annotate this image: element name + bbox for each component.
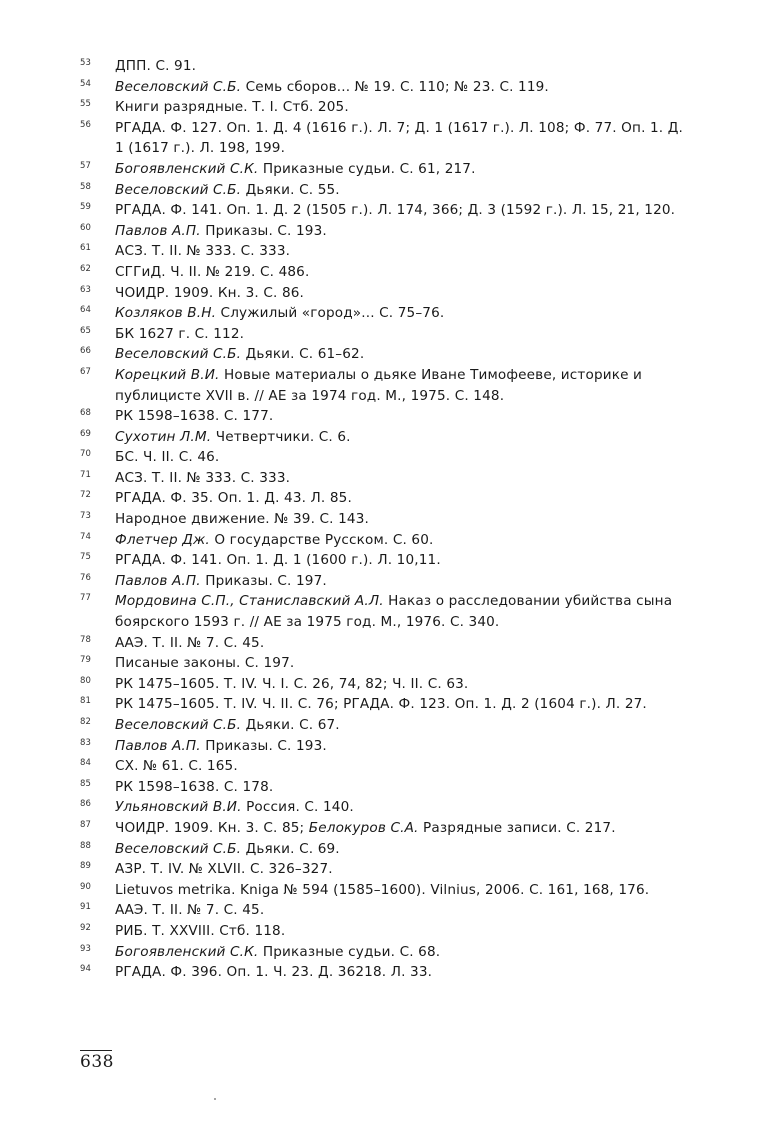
footnote-citation: Россия. С. 140.	[246, 799, 354, 816]
footnote-author: Веселовский С.Б.	[115, 78, 242, 95]
footnote-text	[115, 303, 692, 324]
footnote-text	[115, 921, 692, 942]
footnote-citation: Приказы. С. 193.	[205, 222, 327, 239]
footnote-item	[80, 180, 692, 201]
footnote-citation: Дьяки. С. 67.	[245, 717, 340, 733]
footnote-item	[80, 777, 692, 798]
footnote-citation: РГАДА. Ф. 396. Оп. 1. Ч. 23. Д. 36218. Л. 33.	[115, 964, 433, 981]
footnote-text	[115, 241, 692, 262]
footnote-text	[115, 118, 692, 159]
footnote-number: 81	[80, 696, 92, 707]
footnote-citation: Новые материалы о дьяке Иване Тимофееве, историке и публицисте XVII в. // АЕ за 1974 год. М., 1975. С. 148.	[115, 366, 643, 404]
footnote-item	[80, 221, 692, 242]
footnote-item	[80, 653, 692, 674]
footnote-item	[80, 509, 692, 530]
footnote-number: 57	[80, 160, 92, 171]
footnote-author: Корецкий В.И.	[115, 366, 220, 383]
footnote-item	[80, 262, 692, 283]
footnote-item	[80, 77, 692, 98]
footnote-text	[115, 324, 692, 345]
footnote-citation: БС. Ч. II. С. 46.	[115, 449, 220, 466]
footnote-item	[80, 571, 692, 592]
footnote-number: 86	[80, 799, 92, 810]
footnote-text	[115, 344, 692, 365]
footnote-text	[115, 283, 692, 304]
footnote-number: 59	[80, 202, 92, 213]
footnote-citation: ЧОИДР. 1909. Кн. 3. С. 86.	[115, 284, 305, 301]
footnote-item	[80, 324, 692, 345]
footnote-author: Козляков В.Н.	[115, 305, 217, 322]
footnote-citation: РГАДА. Ф. 35. Оп. 1. Д. 43. Л. 85.	[115, 490, 352, 507]
footnote-text	[115, 77, 692, 98]
footnote-text	[115, 221, 692, 242]
footnote-citation: Народное движение. № 39. С. 143.	[115, 511, 369, 528]
footnote-citation: Приказные судьи. С. 61, 217.	[262, 160, 476, 177]
footnote-number: 93	[80, 943, 92, 954]
footnote-citation: Писаные законы. С. 197.	[115, 655, 295, 672]
footnote-text	[115, 818, 692, 839]
footnote-number: 90	[80, 881, 92, 892]
page-number-rule	[80, 1050, 112, 1051]
footnote-number: 91	[80, 902, 92, 913]
footnote-item	[80, 591, 692, 632]
footnote-number: 84	[80, 758, 92, 769]
footnote-citation: РГАДА. Ф. 127. Оп. 1. Д. 4 (1616 г.). Л. 7; Д. 1 (1617 г.). Л. 108; Ф. 77. Оп. 1. Д. 1 (1617 г.). Л. 198, 199.	[115, 119, 683, 157]
footnote-citation: Семь сборов... № 19. С. 110; № 23. С. 119.	[245, 78, 549, 95]
page-number: 638	[80, 1052, 114, 1072]
footnote-item	[80, 756, 692, 777]
footnote-text	[115, 571, 692, 592]
footnote-item	[80, 488, 692, 509]
footnote-item	[80, 56, 692, 77]
footnote-citation: Приказы. С. 193.	[205, 737, 327, 754]
footnote-author: Мордовина С.П., Станиславский А.Л.	[115, 593, 384, 610]
footnote-text	[115, 365, 692, 406]
footnote-item	[80, 427, 692, 448]
footnote-number: 92	[80, 922, 92, 933]
footnote-citation: СГГиД. Ч. II. № 219. С. 486.	[115, 263, 310, 280]
footnote-text	[115, 180, 692, 201]
footnote-item	[80, 200, 692, 221]
footnote-item	[80, 118, 692, 159]
footnote-citation: АЗР. Т. IV. № XLVII. С. 326–327.	[115, 861, 333, 878]
footnote-number: 53	[80, 58, 92, 68]
footnote-number: 60	[80, 222, 92, 233]
footnote-text	[115, 900, 692, 921]
footnote-number: 77	[80, 593, 92, 604]
footnote-text	[115, 797, 692, 818]
footnote-citation: Служилый «город»... С. 75–76.	[220, 305, 445, 322]
footnote-item	[80, 365, 692, 406]
footnote-number: 65	[80, 325, 92, 336]
footnote-citation: РГАДА. Ф. 141. Оп. 1. Д. 2 (1505 г.). Л. 174, 366; Д. 3 (1592 г.). Л. 15, 21, 120.	[115, 202, 676, 219]
footnote-author: Богоявленский С.К.	[115, 943, 259, 960]
footnote-citation: РГАДА. Ф. 141. Оп. 1. Д. 1 (1600 г.). Л. 10,11.	[115, 552, 441, 569]
footnote-citation: Дьяки. С. 61–62.	[245, 346, 365, 363]
footnote-item	[80, 97, 692, 118]
footnote-author: Веселовский С.Б.	[115, 717, 242, 733]
footnote-item	[80, 818, 692, 839]
footnote-item	[80, 797, 692, 818]
footnote-citation: ААЭ. Т. II. № 7. С. 45.	[115, 902, 265, 919]
footnote-number: 82	[80, 717, 92, 727]
footnote-citation: ЧОИДР. 1909. Кн. 3. С. 85;	[115, 819, 305, 836]
footnote-citation: АСЗ. Т. II. № 333. С. 333.	[115, 469, 291, 486]
footnote-item	[80, 159, 692, 180]
footnote-item	[80, 942, 692, 963]
footnote-citation: БК 1627 г. С. 112.	[115, 325, 245, 342]
footnote-text	[115, 736, 692, 757]
footnote-number: 72	[80, 490, 92, 501]
footnote-citation: Приказы. С. 197.	[205, 572, 327, 589]
footnote-number: 87	[80, 819, 92, 830]
footnote-author: Веселовский С.Б.	[115, 840, 242, 857]
footnote-item	[80, 674, 692, 695]
footnote-item	[80, 406, 692, 427]
footnote-number: 61	[80, 243, 92, 254]
footnote-citation: РК 1598–1638. С. 177.	[115, 408, 274, 425]
footnote-item	[80, 530, 692, 551]
footnote-item	[80, 550, 692, 571]
footnote-item	[80, 736, 692, 757]
footnote-author: Павлов А.П.	[115, 572, 201, 589]
footnote-number: 64	[80, 305, 92, 316]
footnote-text	[115, 777, 692, 798]
footnote-number: 89	[80, 861, 92, 872]
footnote-number: 54	[80, 78, 92, 89]
footnote-item	[80, 468, 692, 489]
footnote-text	[115, 427, 692, 448]
footnote-number: 76	[80, 572, 92, 583]
footnote-author: Богоявленский С.К.	[115, 160, 259, 177]
footnote-item	[80, 715, 692, 736]
footnote-text	[115, 859, 692, 880]
footnote-citation: РК 1475–1605. Т. IV. Ч. II. С. 76; РГАДА. Ф. 123. Оп. 1. Д. 2 (1604 г.). Л. 27.	[115, 696, 647, 713]
footnote-item	[80, 303, 692, 324]
footnote-number: 70	[80, 449, 92, 460]
footnote-text	[115, 509, 692, 530]
footnote-item	[80, 839, 692, 860]
footnote-text	[115, 406, 692, 427]
footnote-text	[115, 159, 692, 180]
footnote-text	[115, 674, 692, 695]
footnote-author: Сухотин Л.М.	[115, 428, 212, 445]
footnote-number: 74	[80, 531, 92, 542]
footnote-text	[115, 468, 692, 489]
footnote-citation: Дьяки. С. 55.	[245, 181, 340, 198]
footnote-item	[80, 344, 692, 365]
footnote-text	[115, 56, 692, 77]
footnote-text	[115, 550, 692, 571]
footnote-number: 62	[80, 263, 92, 274]
footnote-number: 71	[80, 469, 92, 480]
scan-speck	[214, 1098, 216, 1100]
footnote-text	[115, 715, 692, 736]
footnote-number: 88	[80, 840, 92, 851]
footnote-author: Веселовский С.Б.	[115, 181, 242, 198]
footnote-number: 78	[80, 634, 92, 645]
footnote-text	[115, 839, 692, 860]
footnote-text	[115, 880, 692, 901]
footnote-item	[80, 694, 692, 715]
footnote-number: 83	[80, 737, 92, 748]
footnote-citation: Разрядные записи. С. 217.	[423, 819, 616, 836]
footnote-number: 80	[80, 675, 92, 686]
footnote-number: 56	[80, 119, 92, 130]
footnote-number: 94	[80, 964, 92, 975]
footnote-item	[80, 633, 692, 654]
footnote-citation: РК 1475–1605. Т. IV. Ч. I. С. 26, 74, 82; Ч. II. С. 63.	[115, 675, 469, 692]
footnote-number: 79	[80, 655, 92, 666]
footnote-citation: О государстве Русском. С. 60.	[214, 531, 434, 548]
footnote-text	[115, 962, 692, 983]
footnote-number: 73	[80, 511, 92, 522]
footnote-citation: РК 1598–1638. С. 178.	[115, 778, 274, 795]
footnote-text	[115, 633, 692, 654]
footnote-text	[115, 97, 692, 118]
footnote-text	[115, 488, 692, 509]
footnote-citation: ДПП. С. 91.	[115, 58, 197, 74]
footnote-text	[115, 447, 692, 468]
footnote-text	[115, 756, 692, 777]
footnote-item	[80, 880, 692, 901]
footnote-number: 69	[80, 428, 92, 439]
footnote-item	[80, 962, 692, 983]
footnote-number: 63	[80, 284, 92, 295]
footnote-number: 68	[80, 408, 92, 419]
footnote-citation: Приказные судьи. С. 68.	[262, 943, 441, 960]
footnote-text	[115, 694, 692, 715]
footnote-citation: РИБ. Т. XXVIII. Стб. 118.	[115, 922, 286, 939]
footnote-item	[80, 921, 692, 942]
footnote-author: Флетчер Дж.	[115, 531, 210, 548]
footnote-text	[115, 591, 692, 632]
footnote-author: Веселовский С.Б.	[115, 346, 242, 363]
footnote-item	[80, 283, 692, 304]
footnote-citation: Книги разрядные. Т. I. Стб. 205.	[115, 99, 349, 116]
footnote-citation: СХ. № 61. С. 165.	[115, 758, 238, 775]
footnote-author: Павлов А.П.	[115, 222, 201, 239]
footnote-citation: Lietuvos metrika. Kniga № 594 (1585–1600). Vilnius, 2006. С. 161, 168, 176.	[115, 881, 650, 898]
footnote-text	[115, 653, 692, 674]
footnote-number: 85	[80, 778, 92, 789]
footnote-author: Ульяновский В.И.	[115, 799, 242, 816]
footnote-author: Белокуров С.А.	[308, 819, 419, 836]
footnote-author: Павлов А.П.	[115, 737, 201, 754]
footnote-text	[115, 200, 692, 221]
footnote-item	[80, 900, 692, 921]
footnote-citation: Дьяки. С. 69.	[245, 840, 340, 857]
footnote-citation: ААЭ. Т. II. № 7. С. 45.	[115, 634, 265, 651]
footnote-number: 67	[80, 366, 92, 377]
footnote-text	[115, 530, 692, 551]
footnote-citation: Четвертчики. С. 6.	[215, 428, 351, 445]
footnote-citation: АСЗ. Т. II. № 333. С. 333.	[115, 243, 291, 260]
footnote-number: 66	[80, 346, 92, 357]
footnote-text	[115, 942, 692, 963]
footnote-number: 55	[80, 99, 92, 110]
footnote-number: 58	[80, 181, 92, 192]
footnote-number: 75	[80, 552, 92, 563]
footnote-item	[80, 447, 692, 468]
footnote-text	[115, 262, 692, 283]
footnotes-list	[80, 56, 692, 983]
footnote-item	[80, 241, 692, 262]
footnote-item	[80, 859, 692, 880]
footnote-citation: Наказ о расследовании убийства сына боярского 1593 г. // АЕ за 1975 год. М., 1976. С. 340.	[115, 593, 673, 631]
